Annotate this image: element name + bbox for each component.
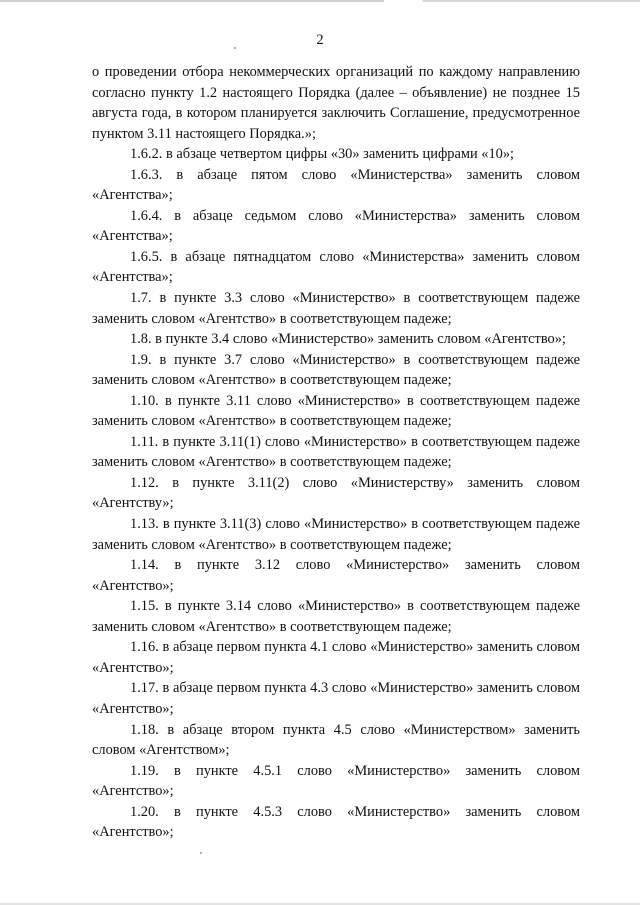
paragraph-1-6-4: 1.6.4. в абзаце седьмом слово «Министерства» заменить словом «Агентства»;: [92, 207, 580, 245]
paragraph-1-16: 1.16. в абзаце первом пункта 4.1 слово «Министерство» заменить словом «Агентство»;: [92, 639, 580, 676]
paragraph-1-9: 1.9. в пункте 3.7 слово «Министерство» в соответствующем падеже заменить словом «Агентство» в соответствующем падеже;: [92, 351, 580, 389]
paragraph-1-6-2: 1.6.2. в абзаце четвертом цифры «30» заменить цифрами «10»;: [130, 146, 515, 163]
paragraph-1-7: 1.7. в пункте 3.3 слово «Министерство» в соответствующем падеже заменить словом «Агентство» в соответствующем падеже;: [92, 290, 580, 327]
document-body: [92, 62, 580, 843]
paragraph-1-14: 1.14. в пункте 3.12 слово «Министерство» заменить словом «Агентство»;: [92, 557, 580, 594]
paragraph-1-13: 1.13. в пункте 3.11(3) слово «Министерство» в соответствующем падеже заменить словом «Агентство» в соответствующем падеже;: [92, 516, 580, 553]
paragraph-1-8: 1.8. в пункте 3.4 слово «Министерство» заменить словом «Агентство»;: [130, 331, 566, 348]
scan-speck: [200, 852, 202, 854]
paragraph-1-19: 1.19. в пункте 4.5.1 слово «Министерство» заменить словом «Агентство»;: [92, 762, 580, 800]
scan-top-edge: [0, 0, 640, 2]
paragraph-1-6-3: 1.6.3. в абзаце пятом слово «Министерства» заменить словом «Агентства»;: [92, 166, 580, 204]
paragraph-1-10: 1.10. в пункте 3.11 слово «Министерство» в соответствующем падеже заменить словом «Агентство» в соответствующем падеже;: [92, 392, 580, 430]
page-number: 2: [316, 32, 324, 48]
paragraph-1-12: 1.12. в пункте 3.11(2) слово «Министерству» заменить словом «Агентству»;: [92, 474, 580, 512]
paragraph-1-17: 1.17. в абзаце первом пункта 4.3 слово «Министерство» заменить словом «Агентство»;: [92, 680, 580, 717]
paragraph-1-18: 1.18. в абзаце втором пункта 4.5 слово «Министерством» заменить словом «Агентством»;: [92, 721, 580, 759]
paragraph-1-20: 1.20. в пункте 4.5.3 слово «Министерство» заменить словом «Агентство»;: [92, 803, 580, 841]
paragraph-1-11: 1.11. в пункте 3.11(1) слово «Министерство» в соответствующем падеже заменить словом «Агентство» в соответствующем падеже;: [92, 433, 580, 471]
scan-speck: [234, 47, 236, 49]
paragraph-1-15: 1.15. в пункте 3.14 слово «Министерство» в соответствующем падеже заменить словом «Агентство» в соответствующем падеже;: [92, 598, 580, 635]
paragraph-continuation: о проведении отбора некоммерческих организаций по каждому направлению согласно пункту 1.2 настоящего Порядка (далее – объявление) не позднее 15 августа года, в котором планируется заключить Соглашение, предусмотренное пунктом 3.11 настоящего Порядка.»;: [92, 64, 580, 142]
paragraph-1-6-5: 1.6.5. в абзаце пятнадцатом слово «Министерства» заменить словом «Агентства»;: [92, 248, 580, 286]
